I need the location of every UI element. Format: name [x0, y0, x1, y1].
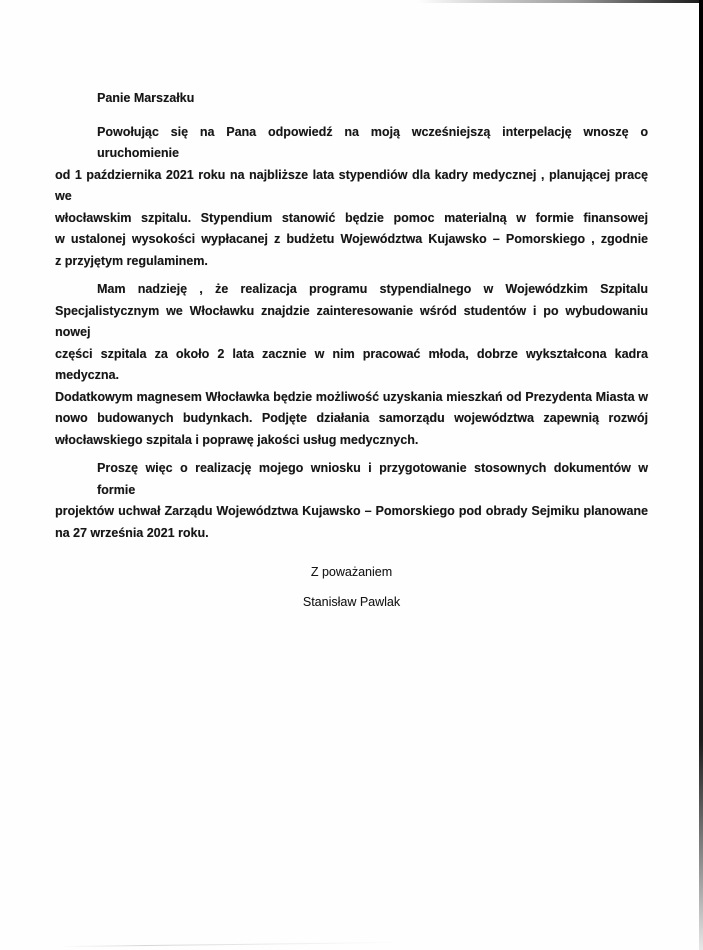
closing-phrase: Z poważaniem — [310, 565, 393, 579]
letter-line: Proszę więc o realizację mojego wniosku i przygotowanie stosownych dokumentów w formie — [97, 461, 648, 497]
letter-line: w ustalonej wysokości wypłacanej z budżetu Województwa Kujawsko – Pomorskiego , zgodnie — [55, 232, 648, 246]
signature-name: Stanisław Pawlak — [302, 595, 401, 609]
letter-line: projektów uchwał Zarządu Województwa Kujawsko – Pomorskiego pod obrady Sejmiku planowane — [55, 504, 648, 518]
scan-edge-artifact-right — [699, 0, 703, 950]
scan-edge-artifact-top — [418, 0, 703, 3]
letter-line: włocławskim szpitalu. Stypendium stanowić będzie pomoc materialną w formie finansowej — [55, 210, 648, 225]
letter-line: z przyjętym regulaminem. — [55, 253, 208, 268]
scan-smudge-artifact-bottom — [60, 942, 400, 947]
letter-line: Dodatkowym magnesem Włocławka będzie możliwość uzyskania mieszkań od Prezydenta Miasta w — [55, 389, 648, 404]
letter-line: od 1 października 2021 roku na najbliższe lata stypendiów dla kadry medycznej , planującej pracę we — [55, 167, 648, 203]
letter-line: Mam nadzieję , że realizacja programu stypendialnego w Wojewódzkim Szpitalu — [97, 282, 648, 296]
letter-line: włocławskiego szpitala i poprawę jakości usług medycznych. — [55, 432, 419, 447]
letter-line: na 27 września 2021 roku. — [55, 525, 209, 540]
paragraph — [55, 458, 648, 544]
letter-line: części szpitala za około 2 lata zacznie w nim pracować młoda, dobrze wykształcona kadra medyczna. — [55, 346, 648, 382]
paragraph — [55, 279, 648, 451]
paragraph — [55, 122, 648, 273]
letter-line: Specjalistycznym we Włocławku znajdzie zainteresowanie wśród studentów i po wybudowaniu nowej — [55, 303, 648, 339]
letter-body — [55, 88, 648, 614]
letter-line: nowo budowanych budynkach. Podjęte działania samorządu województwa zapewnią rozwój — [55, 411, 648, 425]
closing-block — [55, 562, 648, 614]
letter-salutation: Panie Marszałku — [97, 91, 195, 105]
letter-line: Powołując się na Pana odpowiedź na moją wcześniejszą interpelację wnoszę o uruchomienie — [97, 124, 648, 160]
